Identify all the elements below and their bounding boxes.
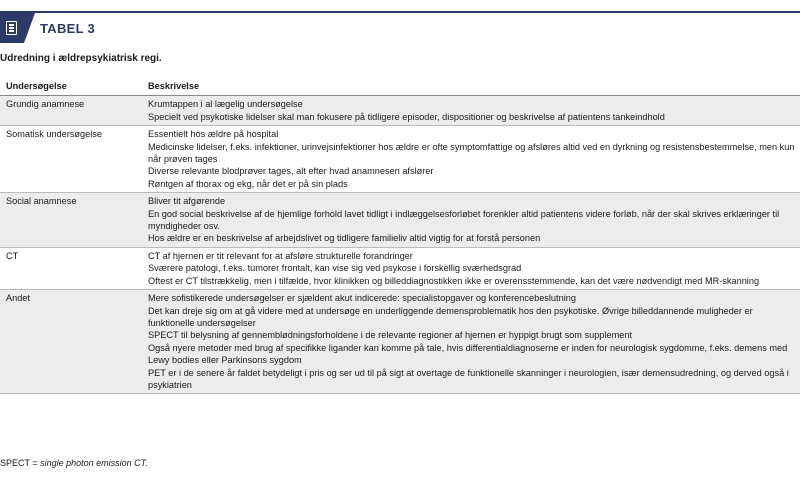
footnote: SPECT = single photon emission CT. [0, 458, 148, 468]
footnote-text: single photon emission CT. [40, 458, 148, 468]
description-line: Sværere patologi, f.eks. tumorer frontalt, kan vise sig ved psykose i forskellig sværhedsgrad [148, 263, 522, 274]
row-description [144, 96, 800, 126]
description-line: Krumtappen i al lægelig undersøgelse [148, 99, 303, 110]
row-label: Social anamnese [0, 193, 144, 248]
evaluation-table [0, 78, 800, 394]
description-line: Specielt ved psykotiske lidelser skal man fokusere på tidligere episoder, dispositioner og beskrivelse af patientens tankeindhold [148, 111, 665, 122]
row-description [144, 193, 800, 248]
description-line: Også nyere metoder med brug af specifikke ligander kan komme på tale, hvis differentialdiagnoserne er inden for neurologisk sygdomme, f.eks. demens med Lewy bodies eller Parkinsons sygdom [148, 342, 788, 366]
description-line: En god social beskrivelse af de hjemlige forhold lavet tidligt i indlæggelsesforløbet forenkler altid patientens videre forløb, når der skal skrives erklæringer til myndigheder osv. [148, 208, 780, 232]
row-description [144, 290, 800, 394]
document-icon [6, 21, 17, 35]
description-line: Essentielt hos ældre på hospital [148, 129, 279, 140]
row-label: Grundig anamnese [0, 96, 144, 126]
description-line: Mere sofistikerede undersøgelser er sjældent akut indicerede: specialistopgaver og konferencebeslutning [148, 293, 576, 304]
table-header [0, 13, 800, 43]
description-line: Oftest er CT tilstrækkelig, men i tilfælde, hvor klinikken og billeddiagnostikken ikke er overensstemmende, kan det være nødvendigt med MR-skanning [148, 275, 760, 286]
description-line: Diverse relevante blodprøver tages, alt efter hvad anamnesen afslører [148, 166, 434, 177]
description-line: Røntgen af thorax og ekg, når det er på sin plads [148, 178, 348, 189]
table-row [0, 193, 800, 248]
description-line: Hos ældre er en beskrivelse af arbejdslivet og tidligere familieliv altid vigtig for at forstå personen [148, 233, 541, 244]
row-description [144, 126, 800, 193]
table-row [0, 96, 800, 126]
description-line: PET er i de senere år faldet betydeligt i pris og ser ud til på sigt at overtage de funktionelle skanninger i neurologien, især demensudredning, og derved også i psykiatrien [148, 367, 789, 390]
table-title: TABEL 3 [40, 21, 96, 36]
footnote-abbr: SPECT [0, 458, 30, 468]
table-row [0, 290, 800, 394]
column-header: Undersøgelse [0, 78, 144, 96]
description-line: Bliver tit afgørende [148, 196, 226, 207]
description-line: Det kan dreje sig om at gå videre med at undersøge en underliggende demensproblematik hos den psykotiske. Øvrige billeddannende muligheder er funktionelle undersøgelser [148, 305, 753, 328]
table-row [0, 247, 800, 289]
table-row [0, 126, 800, 193]
description-line: CT af hjernen er tit relevant for at afsløre strukturelle forandringer [148, 250, 413, 261]
row-label: Somatisk undersøgelse [0, 126, 144, 193]
column-header: Beskrivelse [144, 78, 800, 96]
table-header-row [0, 78, 800, 96]
description-line: Medicinske lidelser, f.eks. infektioner, urinvejsinfektioner hos ældre er ofte symptomfattige og afsløres altid ved en dyrkning og resistensbestemmelse, men kun når prøven tages [148, 141, 795, 165]
description-line: SPECT til belysning af gennemblødningsforholdene i de relevante regioner af hjernen er hyppigt brugt som supplement [148, 330, 632, 341]
header-icon-box [0, 13, 24, 43]
row-label: CT [0, 247, 144, 289]
row-description [144, 247, 800, 289]
table-subtitle: Udredning i ældrepsykiatrisk regi. [0, 53, 162, 64]
row-label: Andet [0, 290, 144, 394]
